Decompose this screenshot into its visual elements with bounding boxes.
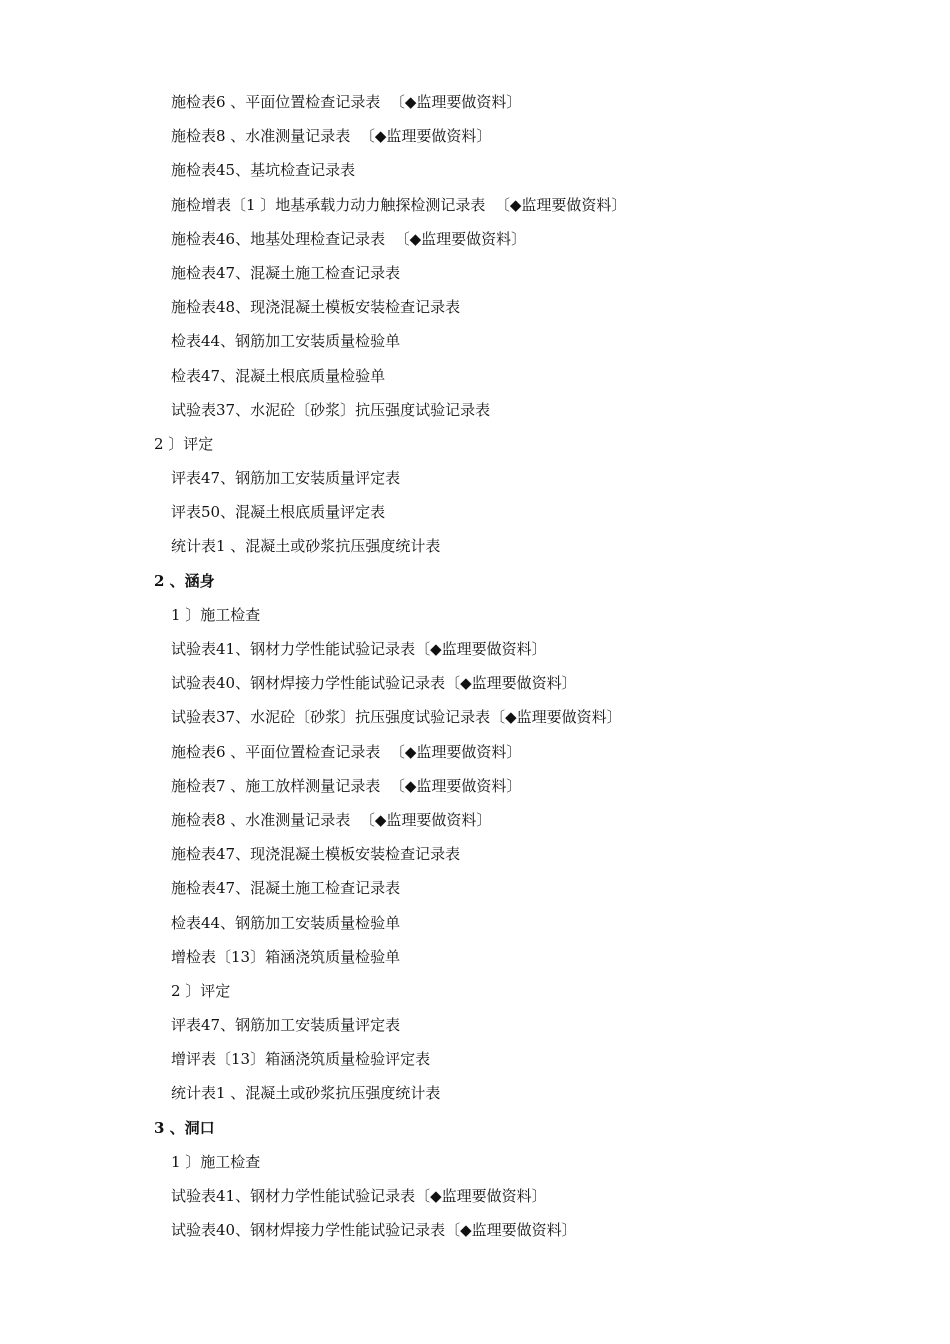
document-line: 施检表7 、施工放样测量记录表 〔◆监理要做资料〕 [171,776,522,795]
document-line: 试验表40、钢材焊接力学性能试验记录表〔◆监理要做资料〕 [171,1221,577,1240]
subsection-heading: 2 〕评定 [154,434,214,453]
document-line: 试验表37、水泥砼〔砂浆〕抗压强度试验记录表 [171,400,491,419]
document-line: 统计表1 、混凝土或砂浆抗压强度统计表 [171,537,441,556]
document-line: 检表47、混凝土根底质量检验单 [171,366,386,385]
document-line: 增检表〔13〕箱涵浇筑质量检验单 [171,947,401,966]
document-line: 增评表〔13〕箱涵浇筑质量检验评定表 [171,1050,431,1069]
document-line: 施检表47、混凝土施工检查记录表 [171,879,401,898]
subsection-heading: 2 〕评定 [171,981,231,1000]
document-line: 施检表47、现浇混凝土模板安装检查记录表 [171,845,461,864]
document-line: 评表47、钢筋加工安装质量评定表 [171,1016,401,1035]
document-line: 检表44、钢筋加工安装质量检验单 [171,913,401,932]
document-line: 统计表1 、混凝土或砂浆抗压强度统计表 [171,1084,441,1103]
document-line: 试验表41、钢材力学性能试验记录表〔◆监理要做资料〕 [171,1187,547,1205]
document-line: 评表47、钢筋加工安装质量评定表 [171,469,401,488]
document-page [0,85,950,1247]
document-line: 评表50、混凝土根底质量评定表 [171,503,386,522]
document-line: 施检表45、基坑检查记录表 [171,161,356,180]
document-line: 施检表48、现浇混凝土模板安装检查记录表 [171,298,461,317]
subsection-heading: 1 〕施工检查 [171,1152,261,1171]
subsection-heading: 1 〕施工检查 [171,605,261,624]
document-line: 施检增表〔1 〕地基承载力动力触探检测记录表 〔◆监理要做资料〕 [171,195,627,214]
section-heading: 3 、洞口 [154,1118,215,1137]
document-line: 试验表41、钢材力学性能试验记录表〔◆监理要做资料〕 [171,640,547,658]
document-line: 施检表6 、平面位置检查记录表 〔◆监理要做资料〕 [171,93,522,111]
section-heading: 2 、涵身 [154,571,215,590]
document-line: 施检表6 、平面位置检查记录表 〔◆监理要做资料〕 [171,742,522,761]
document-line: 施检表46、地基处理检查记录表 〔◆监理要做资料〕 [171,229,527,248]
document-line: 检表44、钢筋加工安装质量检验单 [171,332,401,351]
document-line: 施检表47、混凝土施工检查记录表 [171,263,401,282]
document-line: 试验表40、钢材焊接力学性能试验记录表〔◆监理要做资料〕 [171,674,577,693]
document-line: 施检表8 、水准测量记录表 〔◆监理要做资料〕 [171,810,492,829]
document-line: 施检表8 、水准测量记录表 〔◆监理要做资料〕 [171,127,492,146]
document-line: 试验表37、水泥砼〔砂浆〕抗压强度试验记录表〔◆监理要做资料〕 [171,708,622,727]
